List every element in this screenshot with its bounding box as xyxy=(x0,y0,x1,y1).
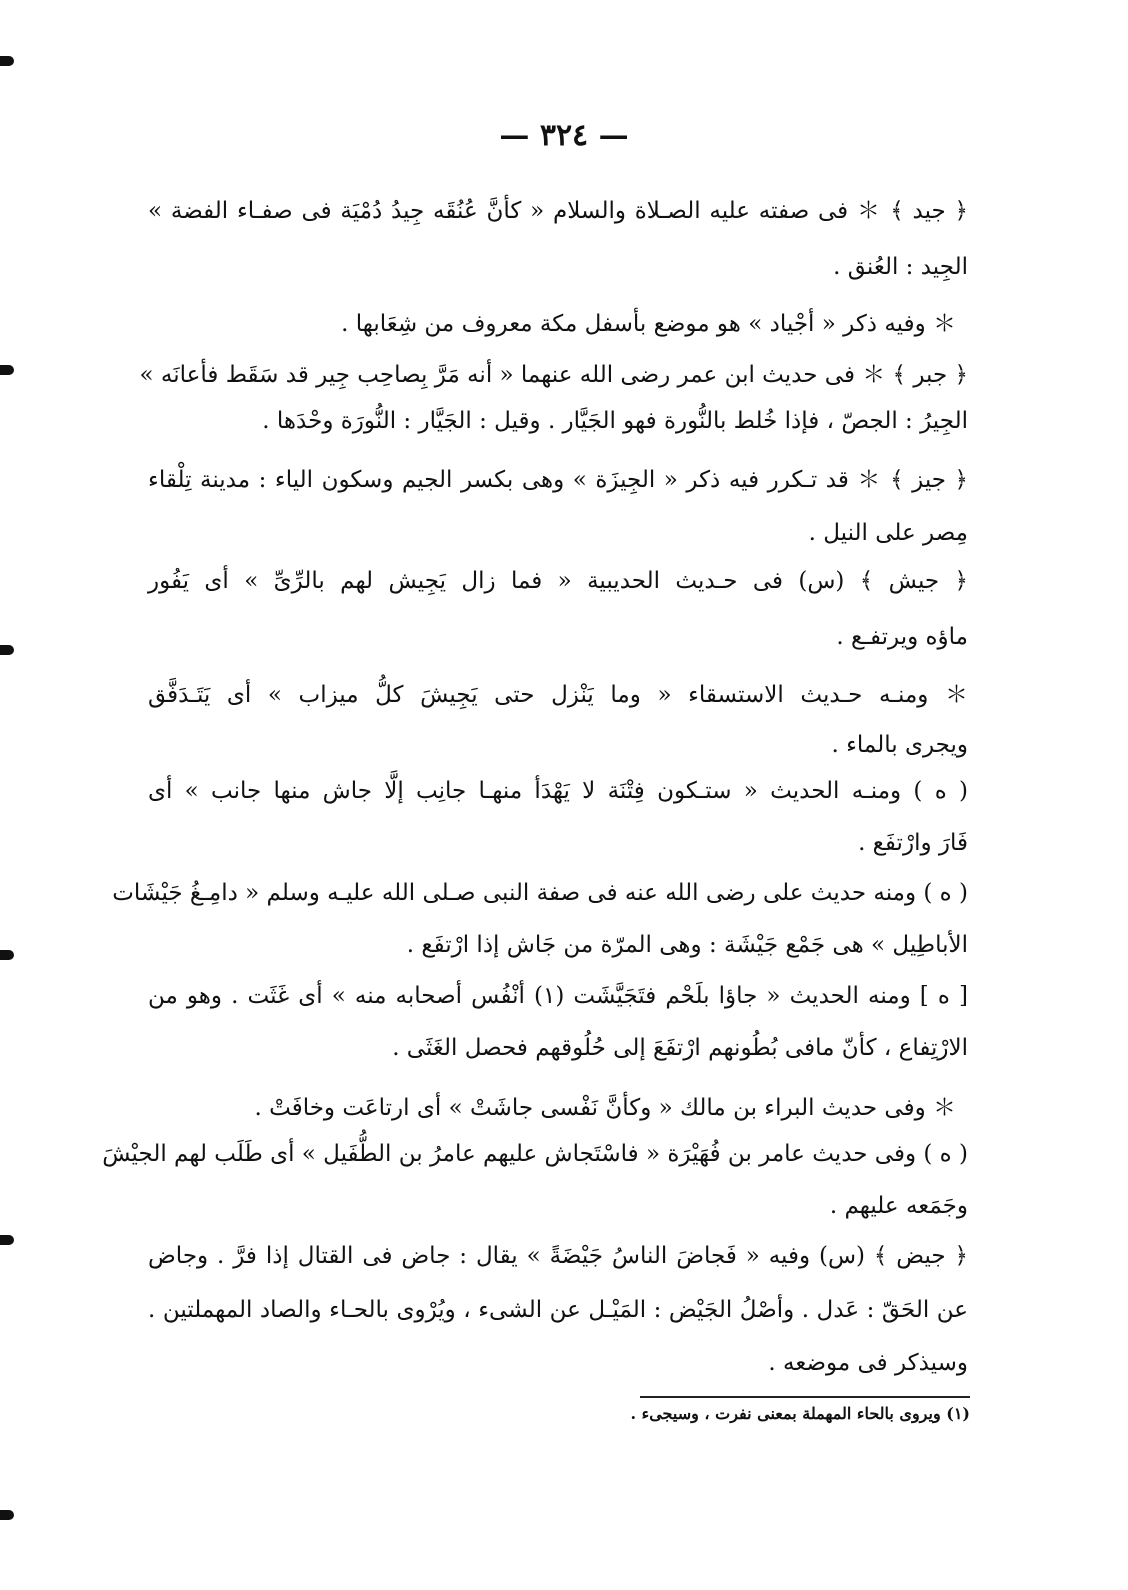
text-line: الأباطِيل » هى جَمْع جَيْشَة : وهى المرّة من جَاش إذا ارْتفَع . xyxy=(406,932,968,958)
text-line: ﴿ جيز ﴾ ＊ قد تـكرر فيه ذكر « الجِيزَة » وهى بكسر الجيم وسكون الياء : مدينة تِلْقاء xyxy=(148,467,968,493)
binding-mark xyxy=(0,645,14,655)
text-line: الارْتِفاع ، كأنّ مافى بُطُونهم ارْتفَعَ إلى حُلُوقهم فحصل الغَثَى . xyxy=(392,1035,968,1061)
binding-mark xyxy=(0,950,14,960)
text-line: ＊ وفى حديث البراء بن مالك « وكأنَّ نَفْسى جاشَتْ » أى ارتاعَت وخافَتْ . xyxy=(254,1095,956,1121)
binding-mark xyxy=(0,56,14,66)
binding-mark xyxy=(0,365,14,375)
footnote: (١) ويروى بالحاء المهملة بمعنى نفرت ، وسيجىء . xyxy=(630,1404,970,1423)
text-line: ﴿ جيد ﴾ ＊ فى صفته عليه الصـلاة والسلام « كأنَّ عُنُقَه جِيدُ دُمْيَة فى صفـاء الفضة » xyxy=(148,198,968,224)
text-line: عن الحَقّ : عَدل . وأصْلُ الجَيْض : المَيْـل عن الشىء ، ويُرْوى بالحـاء والصاد المهملتين . xyxy=(148,1297,968,1323)
text-line: الجِيد : العُنق . xyxy=(833,254,968,280)
text-line: ( ه ) ومنـه الحديث « ستـكون فِتْنَة لا يَهْدَأ منهـا جانِب إلَّا جاش منها جانب » أى xyxy=(148,778,968,804)
footnote-divider xyxy=(640,1396,970,1398)
text-line: [ ه ] ومنه الحديث « جاؤا بلَحْم فتَجَيَّشَت (١) أنْفُس أصحابه منه » أى غَثَت . وهو من xyxy=(148,983,968,1009)
binding-mark xyxy=(0,1510,14,1520)
text-line: ( ه ) ومنه حديث على رضى الله عنه فى صفة النبى صـلى الله عليـه وسلم « دامِـغُ جَيْشَات xyxy=(112,880,968,906)
text-line: ＊ وفيه ذكر « أجْياد » هو موضع بأسفل مكة معروف من شِعَابها . xyxy=(341,311,956,337)
text-line: فَارَ وارْتفَع . xyxy=(858,830,968,856)
text-line: ﴿ جبر ﴾ ＊ فى حديث ابن عمر رضى الله عنهما « أنه مَرَّ بِصاحِب جِير قد سَقَط فأعانَه » xyxy=(139,362,968,388)
text-line: ﴿ جيض ﴾ (س) وفيه « فَجاضَ الناسُ جَيْضَةً » يقال : جاض فى القتال إذا فرَّ . وجاض xyxy=(148,1243,968,1269)
text-line: ＊ ومنـه حـديث الاستسقاء « وما يَنْزل حتى يَجِيشَ كلُّ ميزاب » أى يَتَـدَفَّق xyxy=(148,682,968,708)
page-number: — ٣٢٤ — xyxy=(499,118,629,153)
text-line: ﴿ جيش ﴾ (س) فى حـديث الحديبية « فما زال يَجِيش لهم بالرِّىِّ » أى يَفُور xyxy=(148,568,968,594)
text-line: الجِيرُ : الجصّ ، فإذا خُلط بالنُّورة فهو الجَيَّار . وقيل : الجَيَّار : النُّورَة وحْدَها . xyxy=(262,408,968,434)
text-line: وجَمَعه عليهم . xyxy=(829,1193,968,1219)
binding-mark xyxy=(0,1235,14,1245)
text-line: ( ه ) وفى حديث عامر بن فُهَيْرَة « فاسْتَجاش عليهم عامرُ بن الطُّفَيل » أى طَلَب لهم الجيْشَ xyxy=(102,1141,968,1167)
text-line: مِصر على النيل . xyxy=(808,520,968,546)
text-line: ماؤه ويرتفـع . xyxy=(836,624,968,650)
text-line: وسيذكر فى موضعه . xyxy=(768,1350,968,1376)
text-line: ويجرى بالماء . xyxy=(831,732,968,758)
